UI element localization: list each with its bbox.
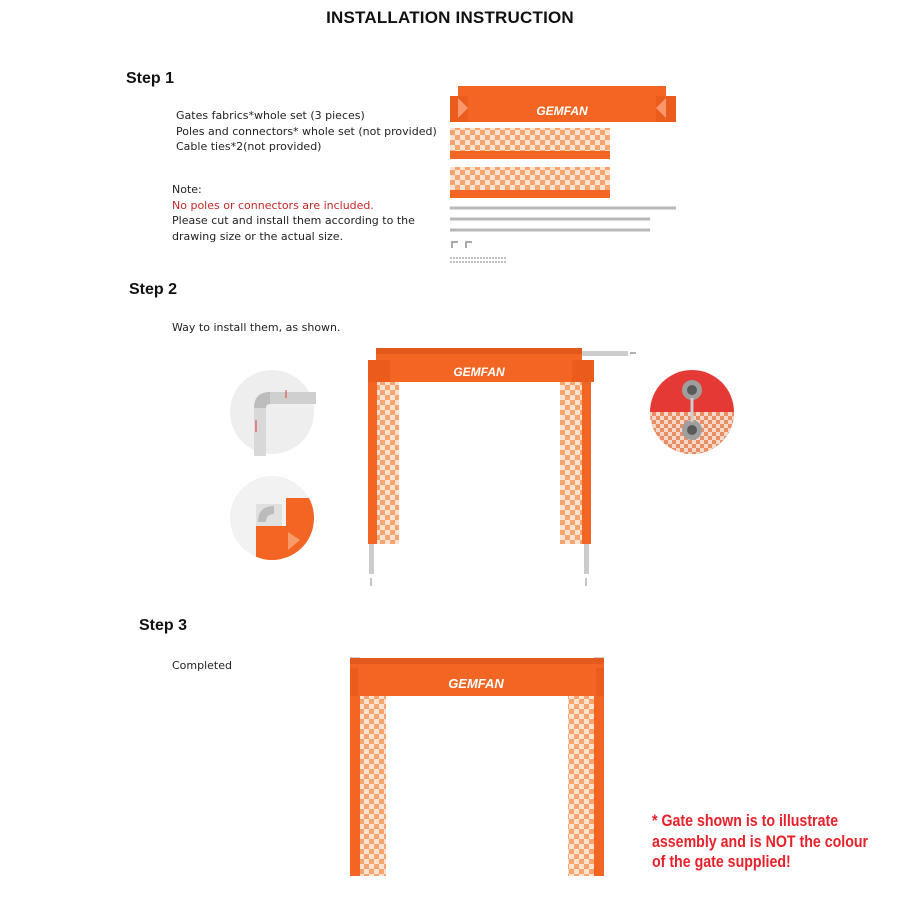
poles [450,208,676,230]
gemfan-logo: GEMFAN [536,104,588,118]
step2-gate-illustration [360,340,640,590]
step2-description: Way to install them, as shown. [172,321,341,334]
elbow-connector-detail [228,368,316,456]
step1-note [172,182,415,244]
cable-ties [450,258,506,262]
disclaimer-line: of the gate supplied! [652,853,791,871]
step3-description: Completed [172,659,232,672]
note-line: Please cut and install them according to the [172,214,415,227]
disclaimer-note [652,811,869,873]
step2-heading: Step 2 [129,281,178,298]
list-item: Cable ties*2(not provided) [176,140,322,153]
disclaimer-line: * Gate shown is to illustrate [652,812,839,830]
page-title: INSTALLATION INSTRUCTION [326,8,574,27]
step3-heading: Step 3 [139,617,188,634]
list-item: Gates fabrics*whole set (3 pieces) [176,109,365,122]
side-fabric-1 [450,128,610,159]
side-fabric-2 [450,167,610,198]
note-line: drawing size or the actual size. [172,229,344,243]
note-label: Note: [172,183,202,196]
gemfan-logo: GEMFAN [448,676,504,691]
disclaimer-line: assembly and is NOT the colour [652,832,869,851]
fabric-corner-detail [228,474,316,562]
gemfan-logo: GEMFAN [453,365,505,379]
top-banner-fabric [450,86,676,122]
connectors [452,242,472,248]
step1-parts-illustration [440,80,690,270]
note-warning: No poles or connectors are included. [172,198,374,212]
grommet-detail [648,368,736,456]
step3-completed-gate [344,654,610,880]
step1-item-list [176,108,437,155]
step1-heading: Step 1 [126,70,175,87]
list-item: Poles and connectors* whole set (not provided) [176,124,437,138]
